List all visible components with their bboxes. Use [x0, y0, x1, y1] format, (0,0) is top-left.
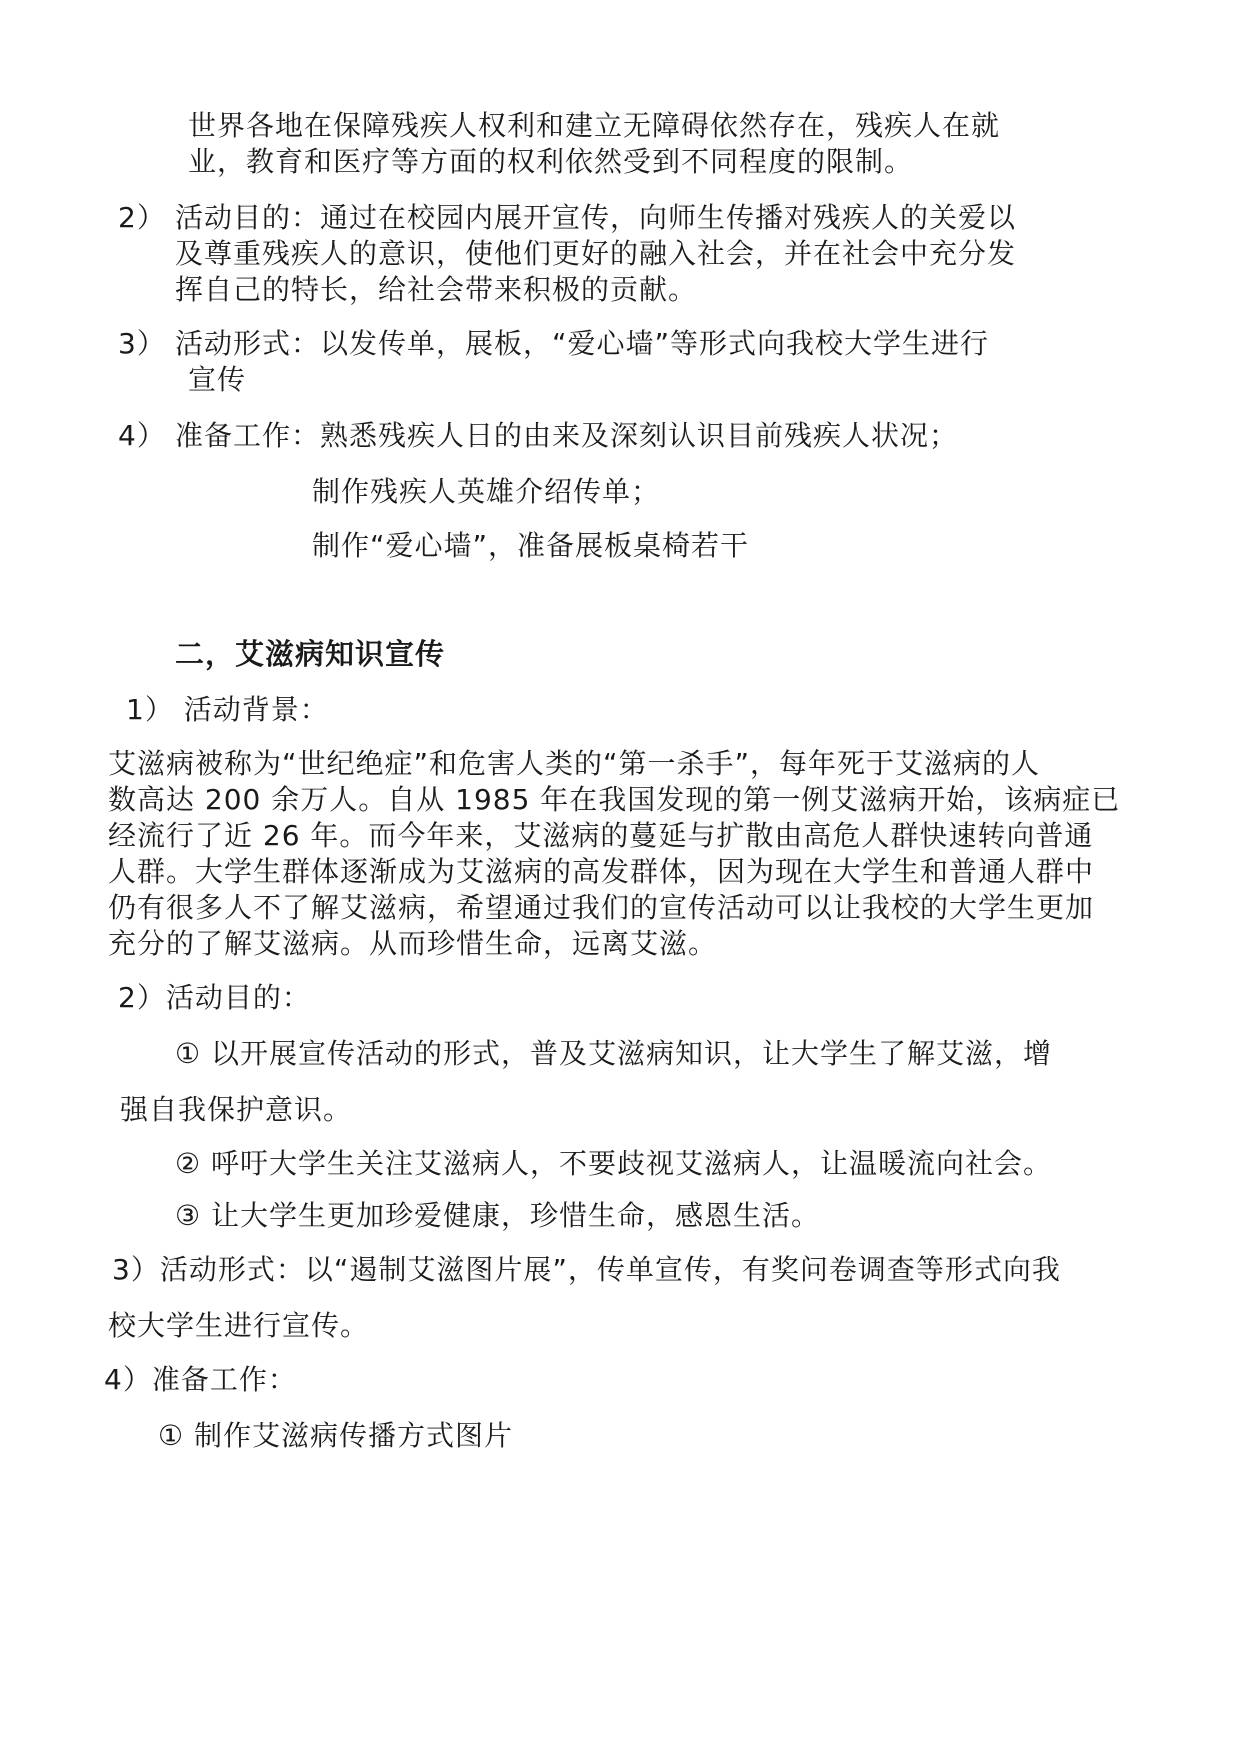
background-line-4: 人群。大学生群体逐渐成为艾滋病的高发群体，因为现在大学生和普通人群中: [108, 855, 1095, 888]
background-line-2: 数高达 200 余万人。自从 1985 年在我国发现的第一例艾滋病开始，该病症已: [108, 783, 1121, 816]
background-line-3: 经流行了近 26 年。而今年来，艾滋病的蔓延与扩散由高危人群快速转向普通: [108, 819, 1094, 852]
purpose-line-3: 挥自己的特长，给社会带来积极的贡献。: [175, 273, 698, 306]
purpose-number: 2）: [118, 201, 166, 234]
prep-line-3: 制作“爱心墙”，准备展板桌椅若干: [312, 529, 750, 562]
background-label: 1） 活动背景：: [126, 693, 329, 726]
form-number: 3）: [118, 327, 166, 360]
prep-line-2: 制作残疾人英雄介绍传单；: [312, 475, 661, 508]
purpose2-label: 2）活动目的：: [118, 981, 311, 1014]
prep2-item-1: ① 制作艾滋病传播方式图片: [158, 1419, 514, 1452]
intro-line-2: 业，教育和医疗等方面的权利依然受到不同程度的限制。: [188, 145, 914, 178]
background-line-5: 仍有很多人不了解艾滋病，希望通过我们的宣传活动可以让我校的大学生更加: [108, 891, 1095, 924]
form2-line-2: 校大学生进行宣传。: [108, 1309, 370, 1342]
purpose2-item-2: ② 呼吁大学生关注艾滋病人，不要歧视艾滋病人，让温暖流向社会。: [175, 1147, 1053, 1180]
form-line-1: 活动形式：以发传单，展板，“爱心墙”等形式向我校大学生进行: [175, 327, 990, 360]
prep-line-1: 准备工作：熟悉残疾人日的由来及深刻认识目前残疾人状况；: [175, 419, 959, 452]
prep-number: 4）: [118, 419, 166, 452]
background-line-1: 艾滋病被称为“世纪绝症”和危害人类的“第一杀手”，每年死于艾滋病的人: [108, 747, 1041, 780]
intro-line-1: 世界各地在保障残疾人权利和建立无障碍依然存在，残疾人在就: [188, 109, 1001, 142]
prep2-label: 4）准备工作：: [104, 1363, 297, 1396]
purpose2-item-1-line-2: 强自我保护意识。: [120, 1093, 353, 1126]
background-line-6: 充分的了解艾滋病。从而珍惜生命，远离艾滋。: [108, 927, 718, 960]
purpose2-item-3: ③ 让大学生更加珍爱健康，珍惜生命，感恩生活。: [175, 1199, 821, 1232]
form2-line-1: 3）活动形式：以“遏制艾滋图片展”，传单宣传，有奖问卷调查等形式向我: [112, 1253, 1061, 1286]
purpose-line-1: 活动目的：通过在校园内展开宣传，向师生传播对残疾人的关爱以: [175, 201, 1017, 234]
form-line-2: 宣传: [188, 363, 247, 396]
section2-heading: 二，艾滋病知识宣传: [175, 637, 446, 671]
purpose2-item-1-line-1: ① 以开展宣传活动的形式，普及艾滋病知识，让大学生了解艾滋，增: [175, 1037, 1053, 1070]
purpose-line-2: 及尊重残疾人的意识，使他们更好的融入社会，并在社会中充分发: [175, 237, 1017, 270]
